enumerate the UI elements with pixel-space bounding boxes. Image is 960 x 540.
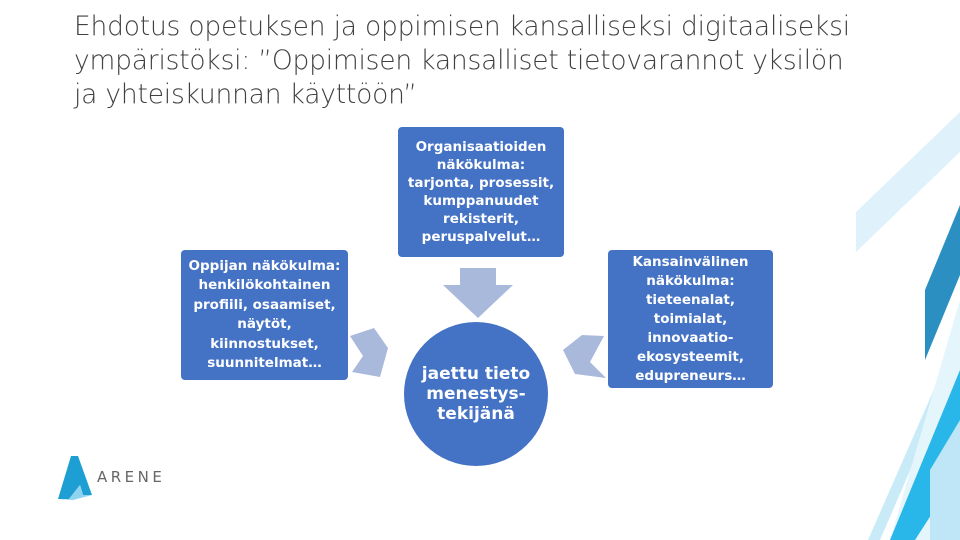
arrow-right xyxy=(350,328,388,377)
arrow-down xyxy=(443,268,513,318)
decor-stripe-light xyxy=(856,112,960,252)
organization-perspective-node xyxy=(398,127,564,257)
international-perspective-label: Kansainvälinen näkökulma: tieteenalat, toimialat, innovaatio-ekosysteemit, edupreneurs… xyxy=(632,253,749,384)
arene-logo-text: ARENE xyxy=(97,468,166,486)
international-perspective-node xyxy=(608,250,773,388)
shared-knowledge-node xyxy=(404,322,548,466)
arrow-left xyxy=(563,335,606,378)
learner-perspective-node xyxy=(181,250,348,380)
slide-title: Ehdotus opetuksen ja oppimisen kansalliseksi digitaaliseksi ympäristöksi: ”Oppimisen kansalliset tietovarannot yksilön ja yhteiskunnan käyttöön” xyxy=(74,11,850,110)
organization-perspective-label: Organisaatioiden näkökulma: tarjonta, prosessit, kumppanuudet rekisterit, peruspalvelut… xyxy=(407,139,555,245)
shared-knowledge-label: jaettu tieto menestys-tekijänä xyxy=(421,364,531,424)
learner-perspective-label: Oppijan näkökulma: henkilökohtainen profiili, osaamiset, näytöt, kiinnostukset, suunnitelmat… xyxy=(188,257,341,371)
